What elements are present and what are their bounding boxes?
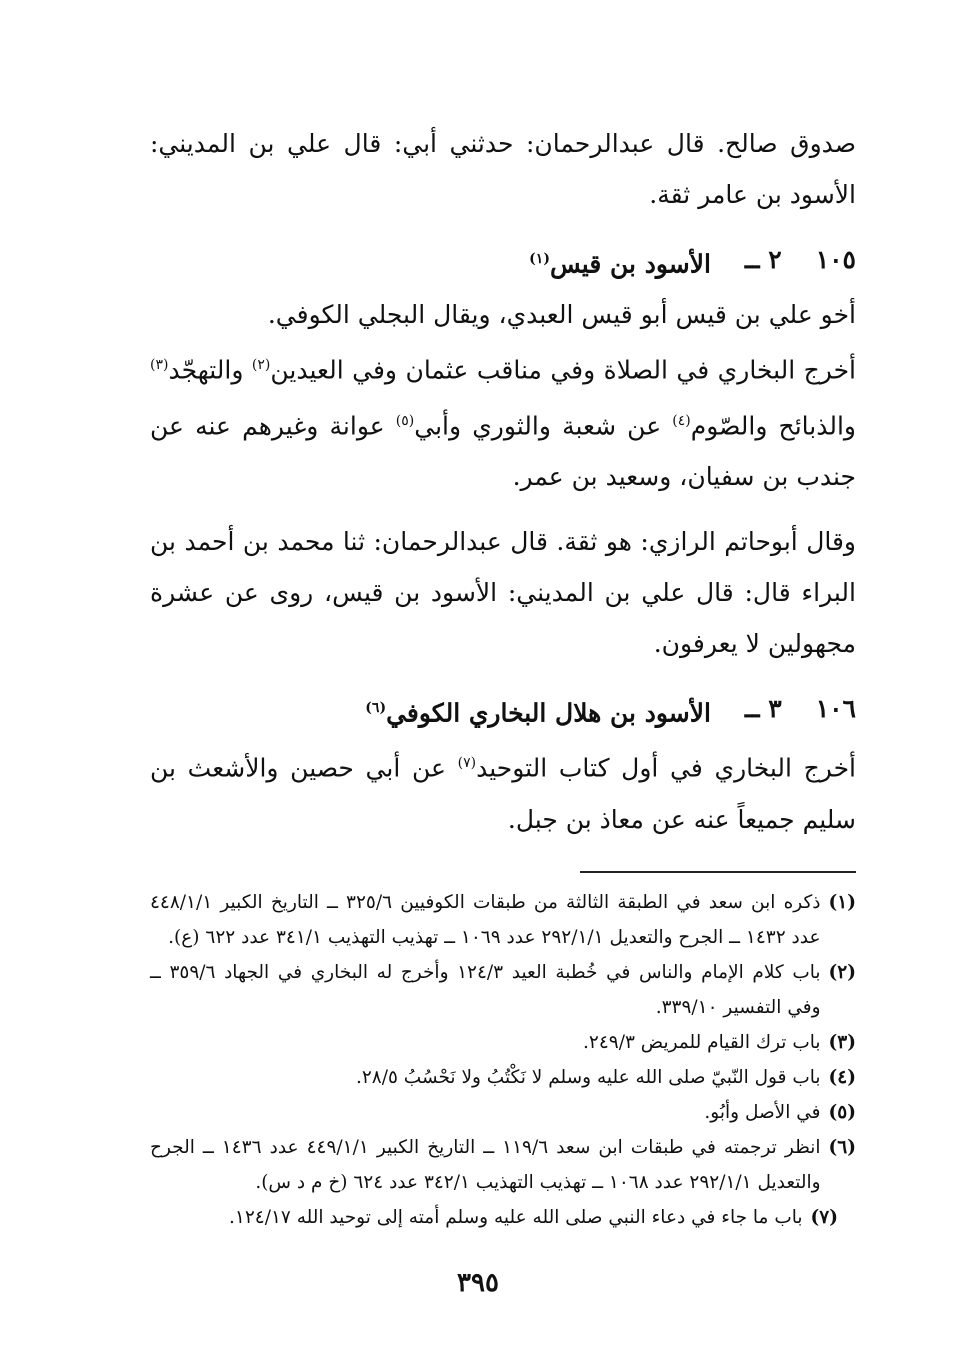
footnote-text: باب ما جاء في دعاء النبي صلى الله عليه وسلم أمته إلى توحيد الله ١٢٤/١٧. <box>229 1206 803 1228</box>
entry-subnumber: ٣ ــ <box>744 693 782 723</box>
footnote-number: (٥) <box>828 1101 856 1123</box>
footnote-text: باب ترك القيام للمريض ٢٤٩/٣. <box>583 1031 821 1053</box>
entry-number: ١٠٥ <box>815 245 856 274</box>
text-segment: أخرج البخاري في أول كتاب التوحيد <box>476 753 857 783</box>
footnote-6 <box>150 1130 856 1200</box>
paragraph-106-1 <box>150 738 856 844</box>
page-number: ٣٩٥ <box>457 1268 499 1298</box>
footnote-text: باب كلام الإمام والناس في خُطبة العيد ١٢٤/٣ وأخرج له البخاري في الجهاد ٣٥٩/٦ ــ وفي التفسير ٣٣٩/١٠. <box>150 961 821 1018</box>
footnote-number: (١) <box>828 891 856 913</box>
footnote-divider <box>580 871 856 873</box>
text-segment: والتهجّد <box>168 355 252 385</box>
footnote-text: انظر ترجمته في طبقات ابن سعد ١١٩/٦ ــ التاريخ الكبير ٤٤٩/١/١ عدد ١٤٣٦ ــ الجرح والتعديل ٢٩٢/١/١ عدد ١٠٦٨ ــ تهذيب التهذيب ٣٤٢/١ عدد ٦٢٤ (خ م د س). <box>150 1136 821 1193</box>
entry-name-text: الأسود بن هلال البخاري الكوفي <box>386 698 711 728</box>
footnote-3 <box>150 1025 856 1060</box>
paragraph-105-3: وقال أبوحاتم الرازي: هو ثقة. قال عبدالرحمان: ثنا محمد بن أحمد بن البراء قال: قال علي بن المديني: الأسود بن قيس، روى عن عشرة مجهولين لا يعرفون. <box>150 526 856 658</box>
footnote-ref[interactable]: (٦) <box>365 699 387 716</box>
page-body <box>150 118 856 1235</box>
footnote-ref[interactable]: (٥) <box>395 412 415 429</box>
footnote-1 <box>150 885 856 955</box>
footnote-text: باب قول النّبيّ صلى الله عليه وسلم لا نَكْتُبُ ولا نَحْسُبُ ٢٨/٥. <box>355 1066 821 1088</box>
footnote-ref[interactable]: (١) <box>529 251 550 267</box>
entry-number: ١٠٦ <box>815 693 856 723</box>
footnote-number: (٢) <box>828 961 856 983</box>
entry-heading-106 <box>150 683 856 738</box>
footnote-number: (٦) <box>828 1136 856 1158</box>
text-segment: عن شعبة والثوري وأبي <box>414 410 673 440</box>
footnote-number: (٣) <box>828 1031 856 1053</box>
entry-name <box>365 683 711 738</box>
footnote-ref[interactable]: (٤) <box>672 412 691 429</box>
paragraph-intro: صدوق صالح. قال عبدالرحمان: حدثني أبي: قال علي بن المديني: الأسود بن عامر ثقة. <box>150 129 856 209</box>
footnote-2 <box>150 955 856 1025</box>
footnote-text: ذكره ابن سعد في الطبقة الثالثة من طبقات الكوفيين ٣٢٥/٦ ــ التاريخ الكبير ٤٤٨/١/١ عدد ١٤٣٢ ــ الجرح والتعديل ٢٩٢/١/١ عدد ١٠٦٩ ــ تهذيب التهذيب ٣٤١/١ عدد ٦٢٢ (ع). <box>150 891 821 948</box>
entry-name <box>529 234 711 289</box>
footnote-ref[interactable]: (٣) <box>150 357 169 374</box>
entry-heading-105 <box>150 234 856 289</box>
text-segment: والذبائح والصّوم <box>690 410 856 440</box>
text-segment: عوانة وغيرهم عنه عن جندب بن سفيان، وسعيد بن عمر. <box>150 410 856 491</box>
text-segment: أخرج البخاري في الصلاة وفي مناقب عثمان وفي العيدين <box>270 355 856 385</box>
text-segment: عن أبي حصين والأشعث بن سليم جميعاً عنه عن معاذ بن جبل. <box>150 753 856 834</box>
footnote-7 <box>150 1200 856 1235</box>
entry-subnumber: ٢ ــ <box>744 245 782 274</box>
paragraph-105-2 <box>150 340 856 502</box>
entry-name-text: الأسود بن قيس <box>549 249 711 279</box>
footnote-number: (٧) <box>810 1206 838 1228</box>
footnote-number: (٤) <box>828 1066 856 1088</box>
paragraph-105-1: أخو علي بن قيس أبو قيس العبدي، ويقال البجلي الكوفي. <box>267 300 856 330</box>
footnote-ref[interactable]: (٢) <box>251 357 271 374</box>
footnote-ref[interactable]: (٧) <box>457 755 477 772</box>
footnote-5 <box>150 1095 856 1130</box>
footnote-4 <box>150 1060 856 1095</box>
footnotes <box>150 885 856 1235</box>
footnote-text: في الأصل وأبُو. <box>704 1101 821 1123</box>
